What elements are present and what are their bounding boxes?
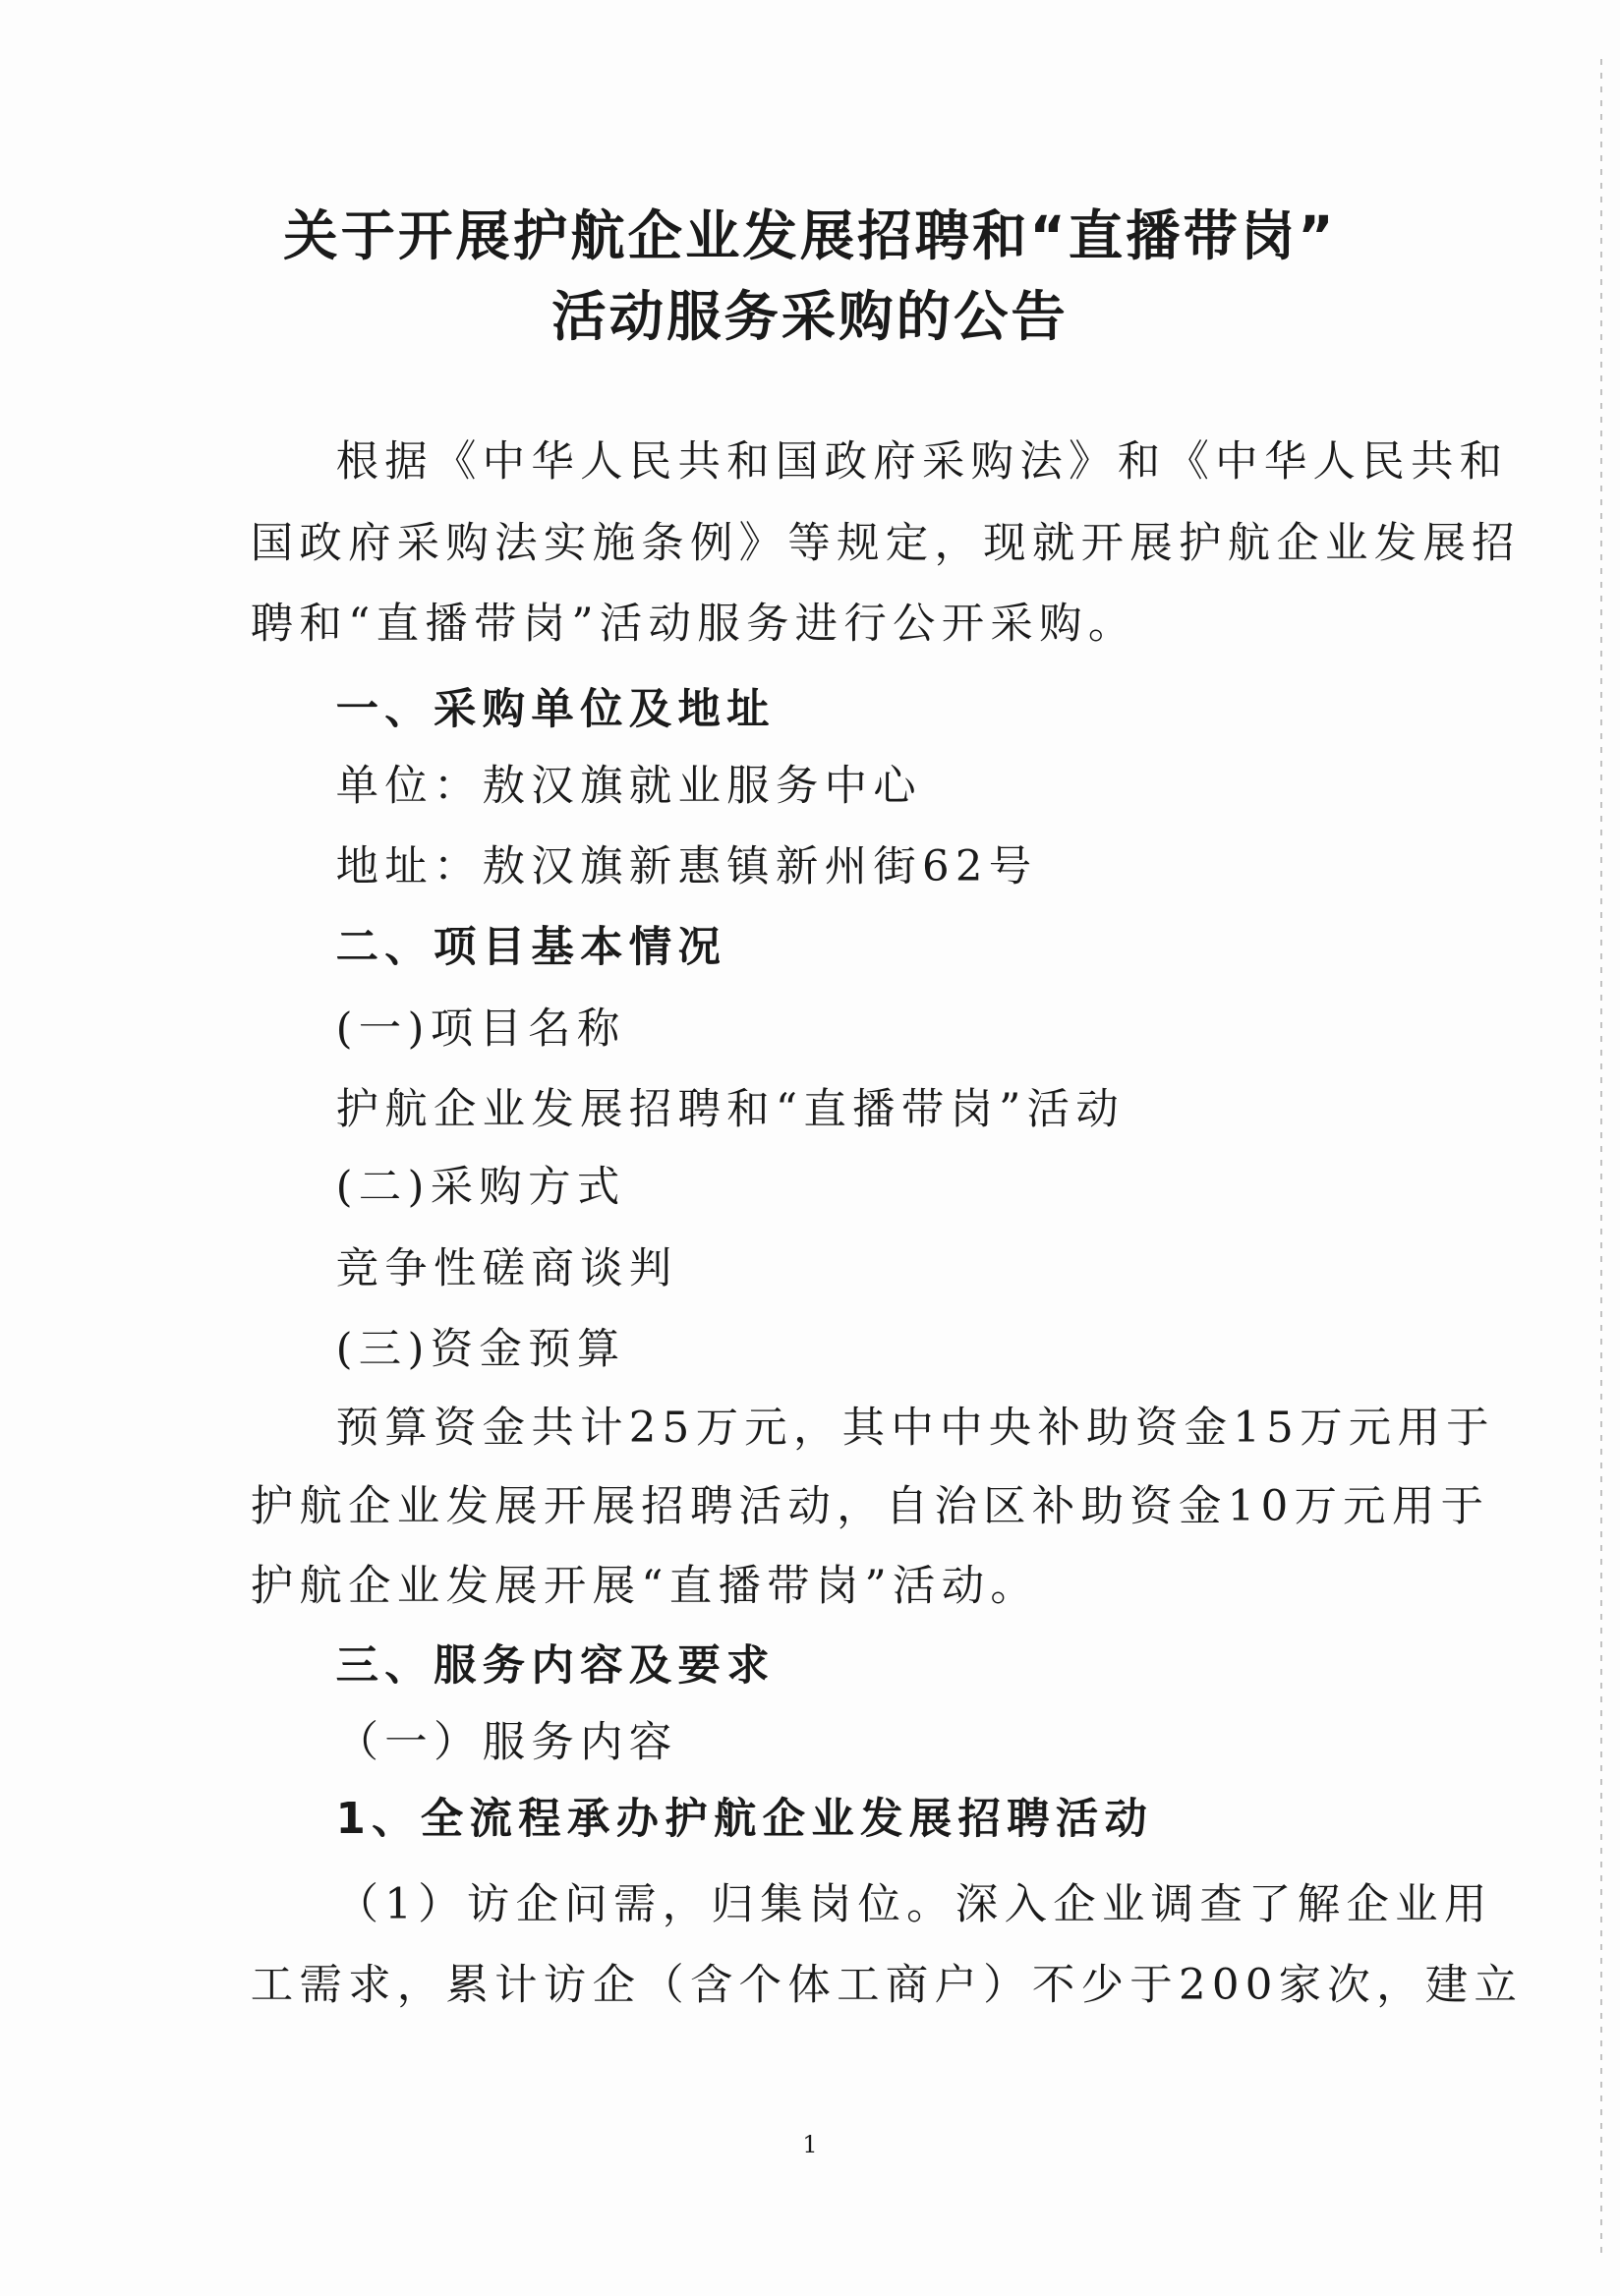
budget-line-2: 护航企业发展开展招聘活动，自治区补助资金10万元用于 bbox=[250, 1482, 1490, 1532]
section2-item1-label: (一)项目名称 bbox=[335, 1004, 626, 1054]
budget-line-3: 护航企业发展开展“直播带岗”活动。 bbox=[250, 1562, 1040, 1612]
section2-item1-value: 护航企业发展招聘和“直播带岗”活动 bbox=[335, 1085, 1126, 1135]
budget-line-1: 预算资金共计25万元，其中中央补助资金15万元用于 bbox=[335, 1403, 1495, 1453]
section2-item3-label: (三)资金预算 bbox=[335, 1325, 626, 1375]
document-title-line-1: 关于开展护航企业发展招聘和“直播带岗” bbox=[283, 204, 1337, 268]
section2-item2-value: 竞争性磋商谈判 bbox=[335, 1243, 678, 1293]
section1-address: 地址：敖汉旗新惠镇新州街62号 bbox=[335, 842, 1038, 892]
section1-unit: 单位：敖汉旗就业服务中心 bbox=[335, 761, 922, 811]
section1-heading: 一、采购单位及地址 bbox=[335, 684, 776, 734]
intro-line-3: 聘和“直播带岗”活动服务进行公开采购。 bbox=[250, 599, 1137, 649]
section2-heading: 二、项目基本情况 bbox=[335, 923, 727, 973]
page-number: 1 bbox=[802, 2131, 818, 2159]
document-title-line-2: 活动服务采购的公告 bbox=[551, 286, 1069, 350]
section2-item2-label: (二)采购方式 bbox=[335, 1163, 626, 1213]
section3-heading: 三、服务内容及要求 bbox=[335, 1641, 776, 1692]
detail-line-1: （1）访企问需，归集岗位。深入企业调查了解企业用 bbox=[335, 1879, 1493, 1929]
intro-line-1: 根据《中华人民共和国政府采购法》和《中华人民共和 bbox=[335, 437, 1509, 488]
section3-point1: 1、全流程承办护航企业发展招聘活动 bbox=[335, 1794, 1154, 1844]
scan-edge-artifact bbox=[1600, 59, 1602, 2261]
section3-sub1: （一）服务内容 bbox=[335, 1718, 678, 1767]
intro-line-2: 国政府采购法实施条例》等规定，现就开展护航企业发展招 bbox=[250, 518, 1521, 568]
detail-line-2: 工需求，累计访企（含个体工商户）不少于200家次，建立 bbox=[250, 1961, 1524, 2011]
